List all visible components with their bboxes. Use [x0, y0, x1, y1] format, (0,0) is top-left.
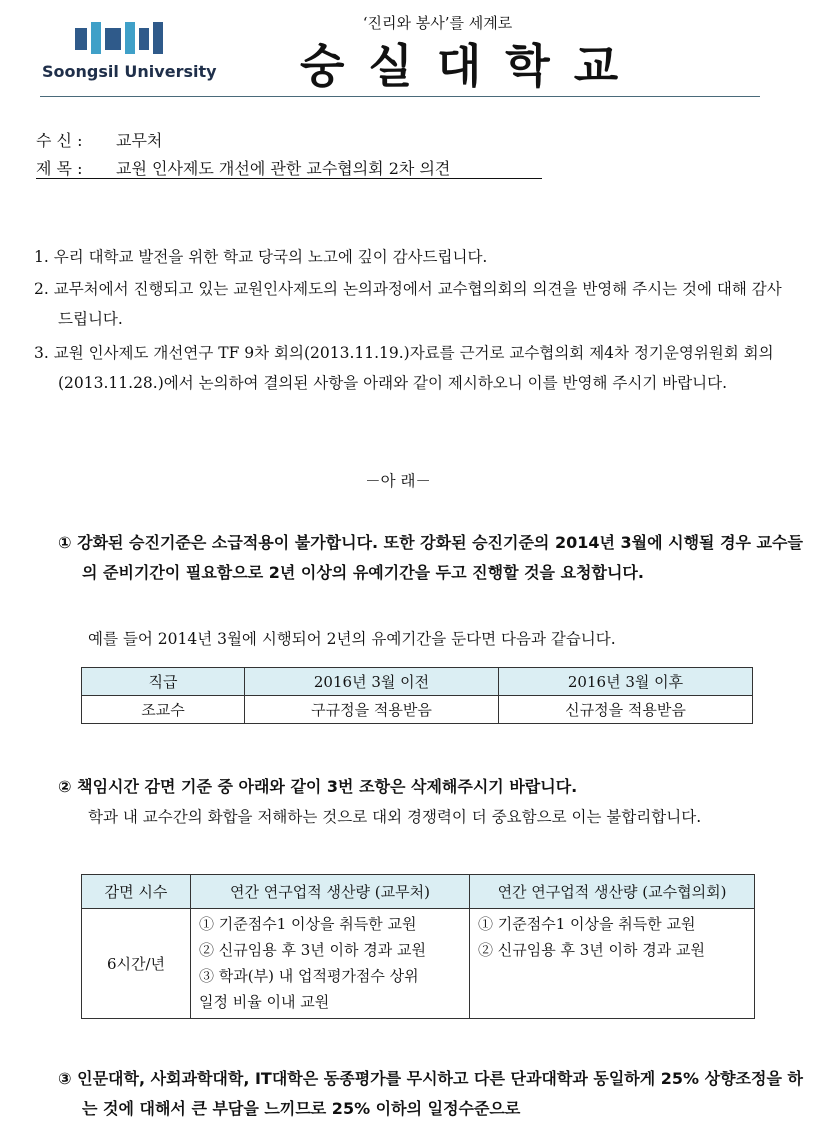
table2-academic-line-2: ② 신규임용 후 3년 이하 경과 교원 — [199, 941, 427, 959]
slogan: ‘진리와 봉사’를 세계로 — [362, 14, 513, 32]
grade-schedule-table — [81, 667, 753, 724]
table2-faculty-line-1: ① 기준점수1 이상을 취득한 교원 — [478, 915, 696, 933]
table1-header-grade: 직급 — [82, 668, 245, 696]
item-1-heading: ① 강화된 승진기준은 소급적용이 불가합니다. 또한 강화된 승진기준의 2014년 3월에 시행될 경우 교수들의 준비기간이 필요함으로 2년 이상의 유예기간을 두고 진행할 것을 요청합니다. — [58, 533, 803, 582]
paragraph-1: 1. 우리 대학교 발전을 위한 학교 당국의 노고에 깊이 감사드립니다. — [34, 248, 488, 266]
recipient-row — [36, 128, 162, 151]
table2-faculty-line-2: ② 신규임용 후 3년 이하 경과 교원 — [478, 941, 706, 959]
recipient-value: 교무처 — [116, 131, 163, 150]
item-1-body: 예를 들어 2014년 3월에 시행되어 2년의 유예기간을 둔다면 다음과 같습니다. — [88, 630, 616, 648]
table2-academic-line-1: ① 기준점수1 이상을 취득한 교원 — [199, 915, 417, 933]
subject-underline — [36, 178, 542, 179]
table1-header-after: 2016년 3월 이후 — [499, 668, 753, 696]
subject-row — [36, 156, 450, 179]
table1-cell-before: 구규정을 적용받음 — [245, 696, 499, 724]
table2-cell-faculty — [470, 909, 755, 1019]
table1-cell-after: 신규정을 적용받음 — [499, 696, 753, 724]
table2-header-hours: 감면 시수 — [82, 875, 191, 909]
teaching-reduction-table — [81, 874, 755, 1019]
item-3-heading: ③ 인문대학, 사회과학대학, IT대학은 동종평가를 무시하고 다른 단과대학과 동일하게 25% 상향조정을 하는 것에 대해서 큰 부담을 느끼므로 25% 이하의 일정수준으로 — [58, 1069, 803, 1118]
paragraph-3: 3. 교원 인사제도 개선연구 TF 9차 회의(2013.11.19.)자료를 근거로 교수협의회 제4차 정기운영위원회 회의(2013.11.28.)에서 논의하여 결의된 사항을 아래와 같이 제시하오니 이를 반영해 주시기 바랍니다. — [34, 344, 774, 392]
subject-label: 제 목 : — [36, 159, 83, 178]
header-divider — [40, 96, 760, 97]
table1-cell-grade: 조교수 — [82, 696, 245, 724]
recipient-label: 수 신 : — [36, 131, 83, 150]
table2-cell-academic — [191, 909, 470, 1019]
item-2-body: 학과 내 교수간의 화합을 저해하는 것으로 대외 경쟁력이 더 중요함으로 이는 불합리합니다. — [88, 808, 702, 826]
item-2-heading: ② 책임시간 감면 기준 중 아래와 같이 3번 조항은 삭제해주시기 바랍니다. — [58, 777, 578, 796]
table2-cell-hours: 6시간/년 — [82, 909, 191, 1019]
university-name: 숭실대학교 — [300, 39, 643, 93]
table2-academic-line-4: 일정 비율 이내 교원 — [199, 993, 330, 1011]
paragraph-2: 2. 교무처에서 진행되고 있는 교원인사제도의 논의과정에서 교수협의회의 의견을 반영해 주시는 것에 대해 감사드립니다. — [34, 280, 782, 328]
table2-academic-line-3: ③ 학과(부) 내 업적평가점수 상위 — [199, 967, 419, 985]
table1-header-before: 2016년 3월 이전 — [245, 668, 499, 696]
table2-header-academic: 연간 연구업적 생산량 (교무처) — [191, 875, 470, 909]
logo-text: Soongsil University — [42, 62, 217, 81]
subject-value: 교원 인사제도 개선에 관한 교수협의회 2차 의견 — [116, 159, 451, 178]
table2-header-faculty: 연간 연구업적 생산량 (교수협의회) — [470, 875, 755, 909]
below-marker: －아 래－ — [365, 472, 431, 490]
